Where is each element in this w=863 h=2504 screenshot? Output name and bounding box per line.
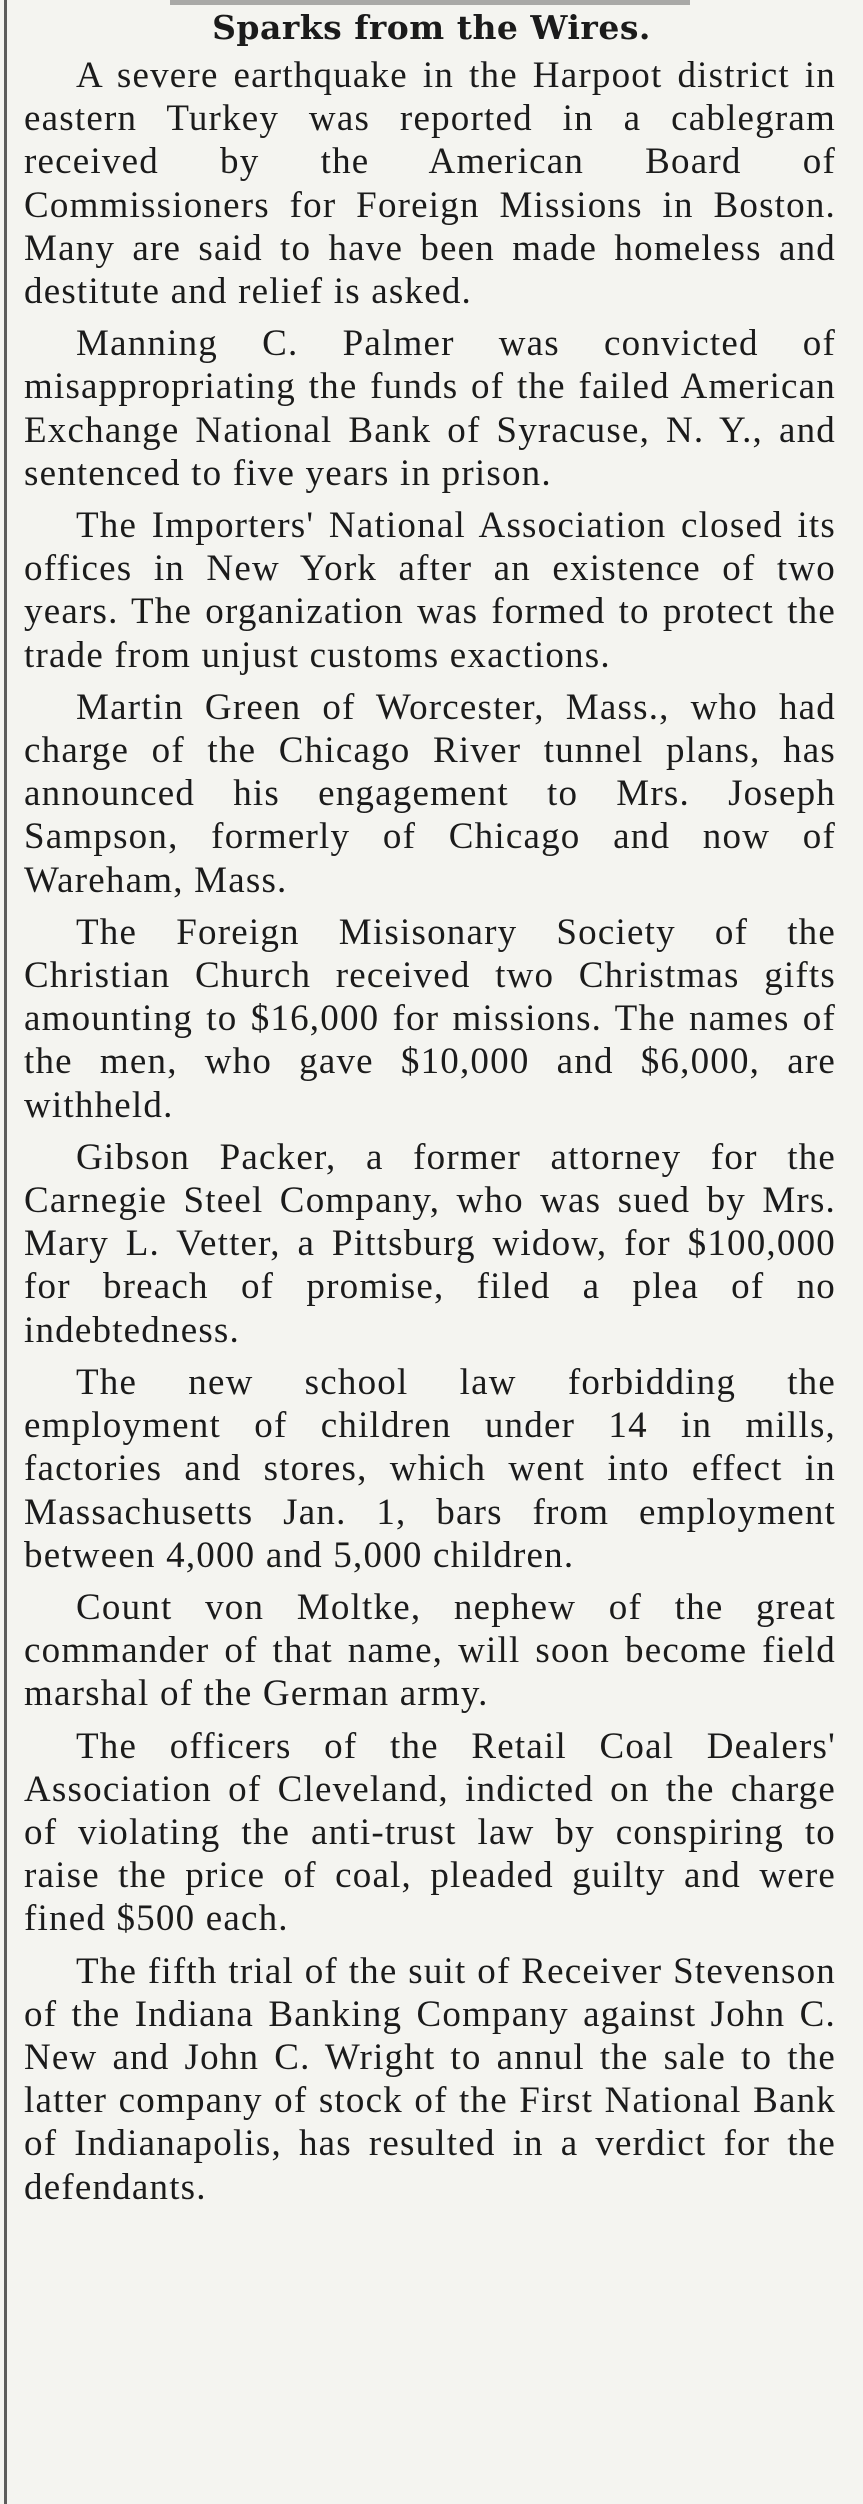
news-item-school-law: The new school law forbidding the employment of children under 14 in mills, factories and stores, which went into effect in Massachusetts Jan. 1, bars from employment between 4,000 and 5,000 children. [24,1361,836,1576]
news-item-coal-dealers: The officers of the Retail Coal Dealers' Association of Cleveland, indicted on the charge of violating the anti-trust law by conspiring to raise the price of coal, pleaded guilty and were fined $500 each. [24,1725,836,1940]
column-rule [4,0,7,2504]
news-item-missionary: The Foreign Misisonary Society of the Christian Church received two Christmas gifts amounting to $16,000 for missions. The names of the men, who gave $10,000 and $6,000, are withheld. [24,911,836,1126]
news-item-earthquake: A severe earthquake in the Harpoot district in eastern Turkey was reported in a cablegram received by the American Board of Commissioners for Foreign Missions in Boston. Many are said to have been made homeless and destitute and relief is asked. [24,55,836,313]
top-rule [170,0,690,5]
news-item-moltke: Count von Moltke, nephew of the great commander of that name, will soon become field marshal of the German army. [24,1586,836,1715]
news-item-packer: Gibson Packer, a former attorney for the Carnegie Steel Company, who was sued by Mrs. Mary L. Vetter, a Pittsburg widow, for $100,000 for breach of promise, filed a plea of no indebtedness. [24,1136,836,1351]
article-body [24,54,836,2209]
news-item-green: Martin Green of Worcester, Mass., who had charge of the Chicago River tunnel plans, has announced his engagement to Mrs. Joseph Sampson, formerly of Chicago and now of Wareham, Mass. [24,686,836,901]
news-item-palmer: Manning C. Palmer was convicted of misappropriating the funds of the failed American Exchange National Bank of Syracuse, N. Y., and sentenced to five years in prison. [24,323,836,494]
news-item-stevenson: The fifth trial of the suit of Receiver Stevenson of the Indiana Banking Company against John C. New and John C. Wright to annul the sale to the latter company of stock of the First National Bank of Indianapolis, has resulted in a verdict for the defendants. [24,1950,836,2208]
headline: Sparks from the Wires. [212,8,651,47]
news-item-importers: The Importers' National Association closed its offices in New York after an existence of two years. The organization was formed to protect the trade from unjust customs exactions. [24,505,836,676]
